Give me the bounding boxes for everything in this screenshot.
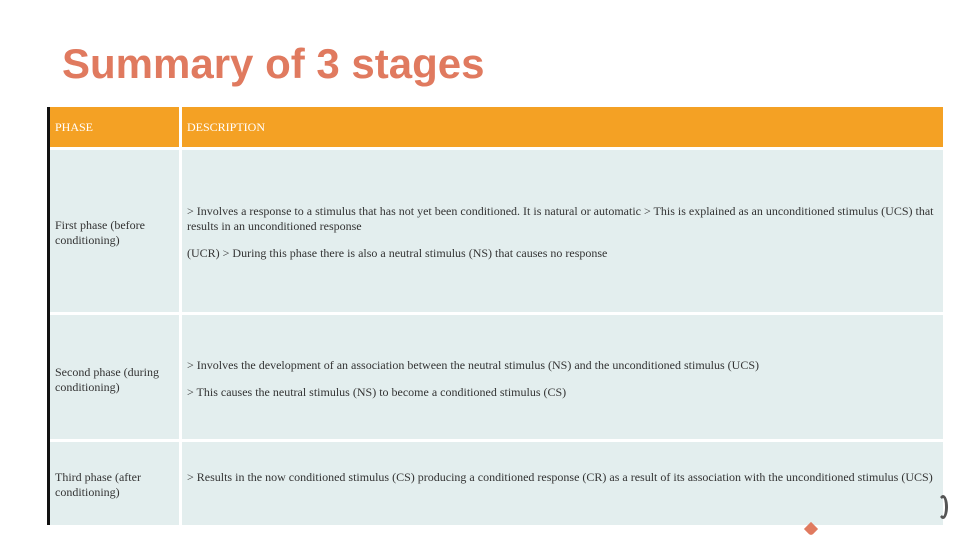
slide-title: Summary of 3 stages <box>62 40 485 87</box>
description-line: > Results in the now conditioned stimulus (CS) producing a conditioned response (CR) as a result of its association with the unconditioned stimulus (UCS) <box>187 470 933 484</box>
description-line: > This causes the neutral stimulus (NS) to become a conditioned stimulus (CS) <box>187 385 567 399</box>
phase-label: Third phase (after conditioning) <box>55 470 141 499</box>
table-row <box>50 150 943 312</box>
table-header-row <box>50 107 943 147</box>
phase-cell <box>50 442 179 525</box>
description-line: (UCR) > During this phase there is also a neutral stimulus (NS) that causes no response <box>187 246 608 260</box>
description-cell <box>182 150 943 312</box>
phase-cell <box>50 150 179 312</box>
description-cell <box>182 315 943 439</box>
description-line: > Involves the development of an association between the neutral stimulus (NS) and the unconditioned stimulus (UCS) <box>187 358 759 372</box>
stages-table <box>47 107 943 525</box>
table-row <box>50 442 943 525</box>
table-row <box>50 315 943 439</box>
header-phase: PHASE <box>50 107 179 147</box>
description-cell <box>182 442 943 525</box>
header-description: DESCRIPTION <box>182 107 943 147</box>
description-line: > Involves a response to a stimulus that has not yet been conditioned. It is natural or automatic > This is explained as an unconditioned stimulus (UCS) that results in an unconditioned response <box>187 204 934 233</box>
phase-label: Second phase (during conditioning) <box>55 365 159 394</box>
decorative-arc-icon <box>938 495 948 519</box>
phase-cell <box>50 315 179 439</box>
phase-label: First phase (before conditioning) <box>55 218 145 247</box>
